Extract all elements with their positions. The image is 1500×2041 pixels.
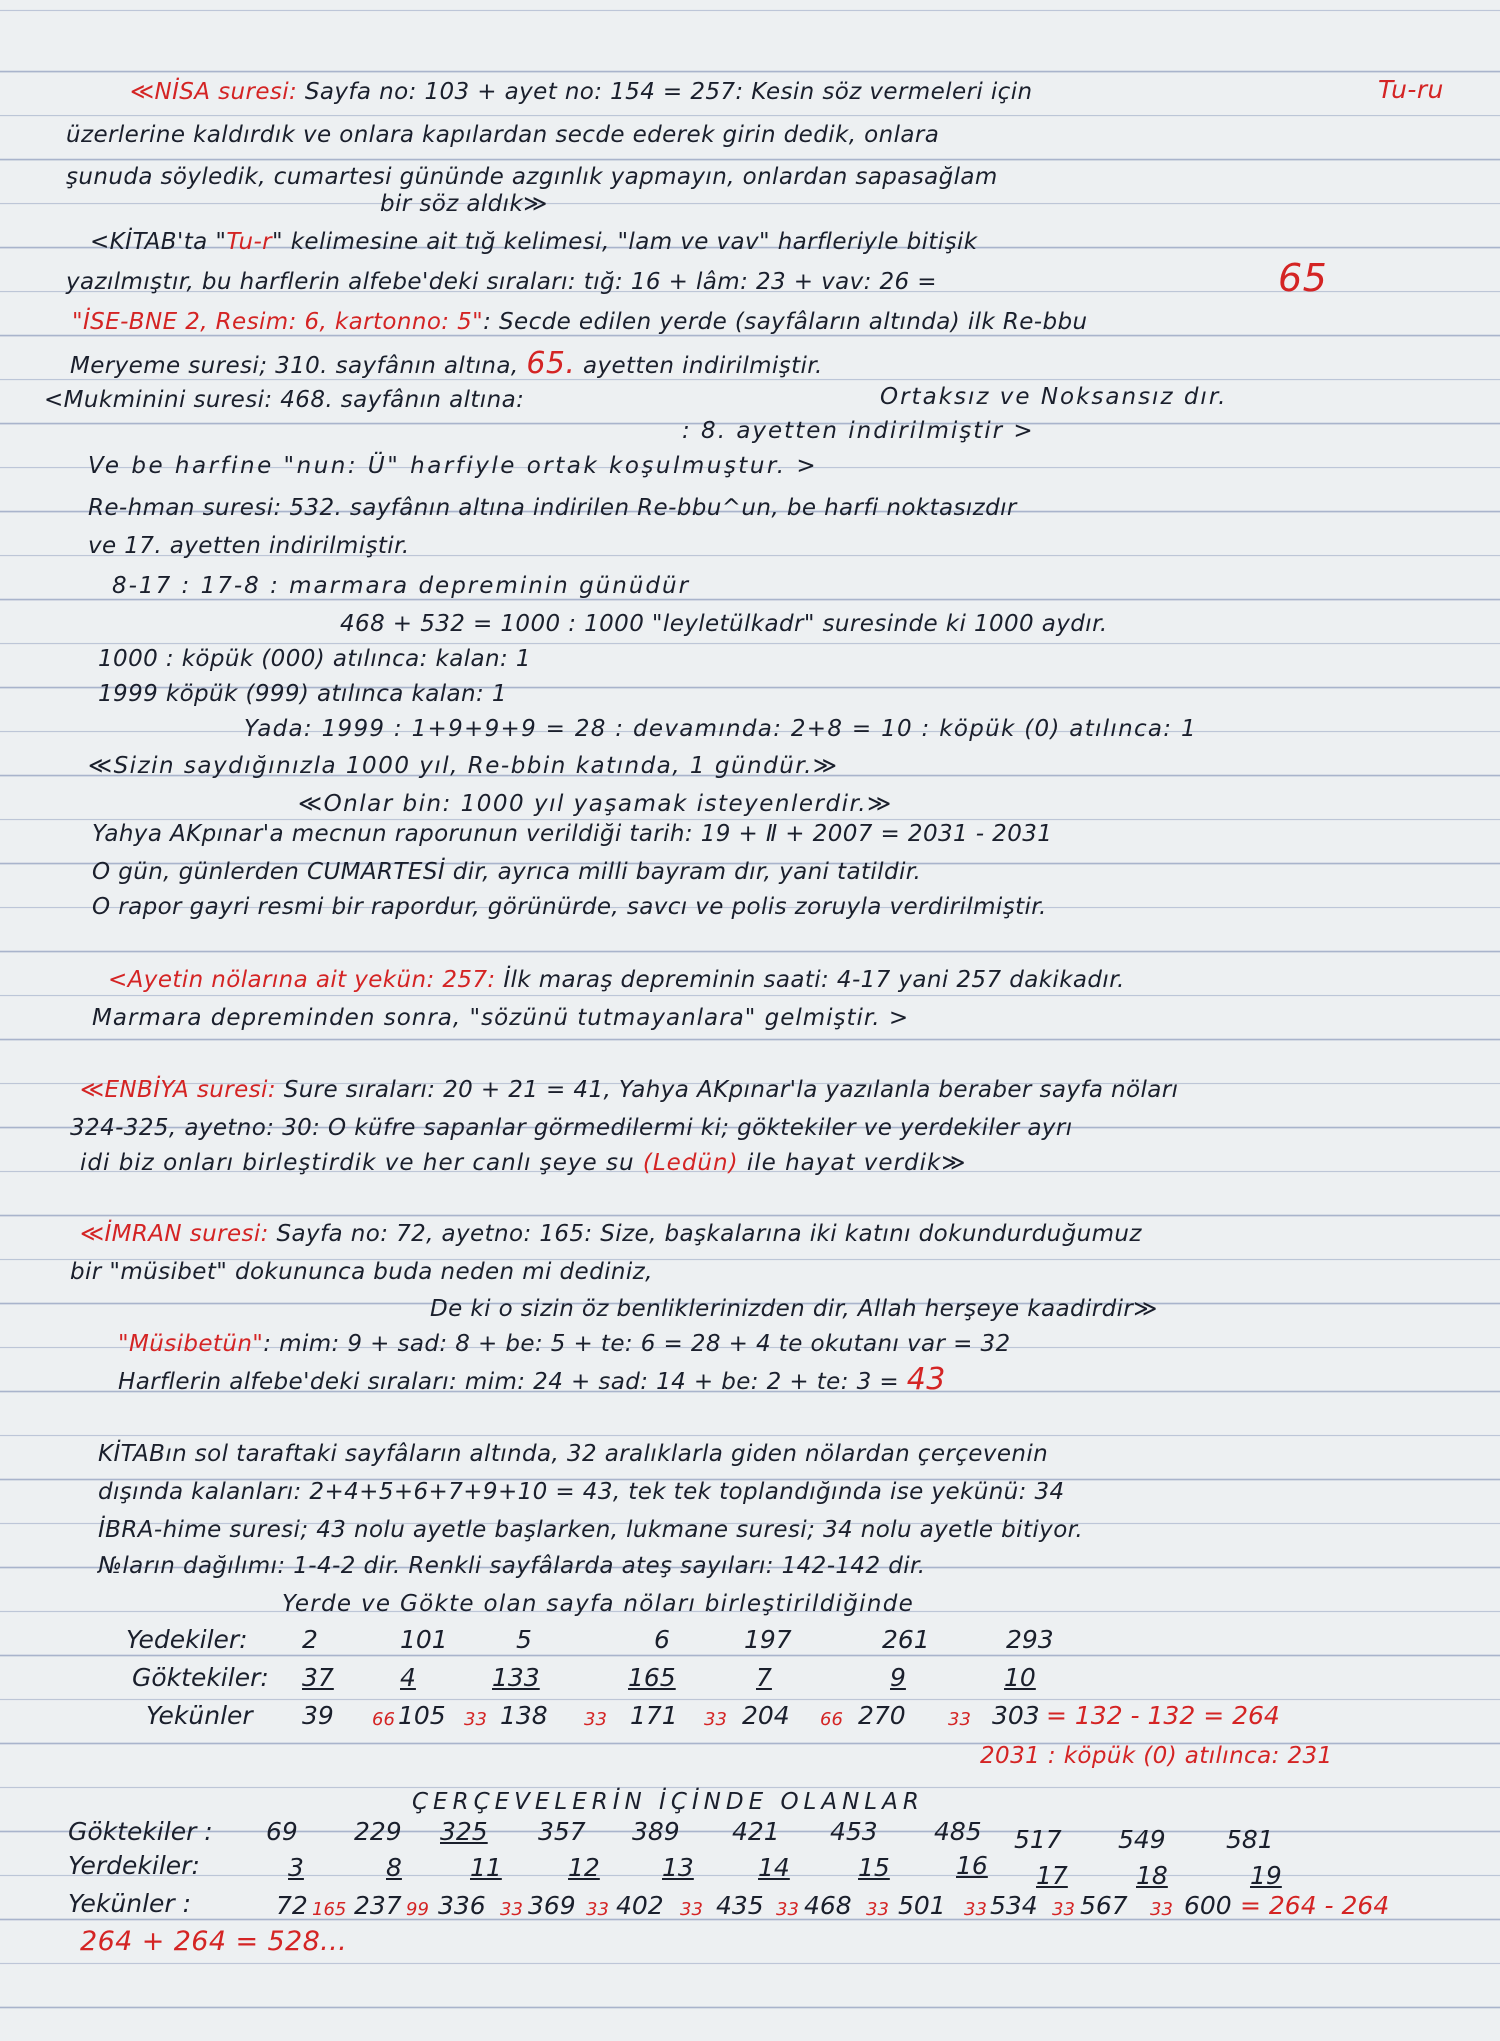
imran-heading: ≪İMRAN suresi: [80,1221,269,1247]
enbiya-text-3b: ile hayat verdik≫ [746,1150,967,1176]
imran-line-3: De ki o sizin öz benliklerinizden dir, Allah herşeye kaadirdir≫ [430,1296,1158,1322]
kitab-65: 65 [1278,256,1328,300]
t2-yekun-9: 534 [990,1891,1038,1920]
t1-result: = 132 - 132 = 264 [1046,1701,1280,1730]
t2-gok-9: 517 [1014,1825,1062,1854]
t2-yekun-4: 369 [528,1891,576,1920]
mukminini-line: <Mukminini suresi: 468. sayfânın altına: [44,387,525,413]
cerceve-title: ÇERÇEVELERİN İÇİNDE OLANLAR [412,1789,924,1815]
t1-diff-2: 33 [464,1709,487,1730]
yerde-gokte-line: Yerde ve Gökte olan sayfa nöları birleştirildiğinde [282,1591,915,1617]
t2-diff-9: 33 [1052,1899,1075,1920]
t1-gok-7: 10 [1004,1663,1036,1692]
ayet-marmara-line: Marmara depreminden sonra, "sözünü tutmayanlara" gelmiştir. > [92,1005,910,1031]
t2-yer-2: 8 [386,1853,402,1882]
kitab-text-1b: " kelimesine ait tığ kelimesi, "lam ve vav" harfleriyle bitişik [272,229,978,255]
t2-diff-5: 33 [680,1899,703,1920]
enbiya-text-3a: idi biz onları birleştirdik ve her canlı şeye su [80,1150,635,1176]
nisa-tur: Tu-ru [1378,75,1444,104]
ortaksiz-text: Ortaksız ve Noksansız dır. [880,384,1228,410]
nisa-heading: ≪NİSA suresi: [130,79,305,105]
t1-yekun-2: 105 [398,1701,446,1730]
t2-gok-6: 421 [732,1817,780,1846]
t1-yerde-5: 197 [744,1625,792,1654]
t1-yerde-3: 5 [516,1625,532,1654]
meryem-65: 65. [526,346,576,381]
t2-yekun-11: 600 [1184,1891,1232,1920]
meryem-text-a: Meryeme suresi; 310. sayfânın altına, [70,353,519,379]
t1-diff-1: 66 [372,1709,395,1730]
t2-label-goktekiler: Göktekiler : [68,1817,213,1846]
t2-diff-2: 99 [406,1899,429,1920]
t1-gok-5: 7 [756,1663,772,1692]
t2-diff-6: 33 [776,1899,799,1920]
t2-diff-4: 33 [586,1899,609,1920]
t2-diff-10: 33 [1150,1899,1173,1920]
t2-label-yekunler: Yekünler : [68,1889,192,1918]
t2-yer-1: 3 [288,1853,304,1882]
final-sum-line: 264 + 264 = 528... [80,1926,348,1957]
kitab2-line-3: İBRA-hime suresi; 43 nolu ayetle başlarken, lukmane suresi; 34 nolu ayetle bitiyor. [98,1517,1084,1543]
ise-heading: "İSE-BNE 2, Resim: 6, kartonno: 5" [72,309,484,335]
t2-gok-11: 581 [1226,1825,1274,1854]
sum-1000-line: 468 + 532 = 1000 : 1000 "leyletülkadr" suresinde ki 1000 aydır. [340,611,1108,637]
t1-yerde-4: 6 [654,1625,670,1654]
t1-gok-3: 133 [492,1663,540,1692]
t1-label-goktekiler: Göktekiler: [132,1663,269,1692]
t1-yerde-6: 261 [882,1625,930,1654]
kitab-text-1a: <KİTAB'ta " [90,229,227,255]
t2-diff-8: 33 [964,1899,987,1920]
t1-yerde-2: 101 [400,1625,448,1654]
t2-yekun-7: 468 [804,1891,852,1920]
t2-yekun-8: 501 [898,1891,946,1920]
ayet-yekun-text: İlk maraş depreminin saati: 4-17 yani 257 dakikadır. [503,967,1125,993]
imran-text-1: Sayfa no: 72, ayetno: 165: Size, başkalarına iki katını dokundurduğumuz [276,1221,1142,1247]
t2-yer-3: 11 [470,1853,502,1882]
t2-diff-3: 33 [500,1899,523,1920]
nisa-line-4: bir söz aldık≫ [380,191,548,217]
be-harf-line: Ve be harfine "nun: Ü" harfiyle ortak koşulmuştur. > [88,453,819,479]
yada-line: Yada: 1999 : 1+9+9+9 = 28 : devamında: 2+8 = 10 : köpük (0) atılınca: 1 [244,716,1197,742]
imran-line-2: bir "müsibet" dokununca buda neden mi dediniz, [70,1259,653,1285]
marmara-line: 8-17 : 17-8 : marmara depreminin günüdür [112,573,691,599]
t2-gok-8: 485 [934,1817,982,1846]
t2-result: = 264 - 264 [1240,1891,1390,1920]
t2-gok-7: 453 [830,1817,878,1846]
t1-yekun-1: 39 [302,1701,334,1730]
kitab2-line-4: №ların dağılımı: 1-4-2 dir. Renkli sayfâlarda ateş sayıları: 142-142 dir. [98,1553,926,1579]
t1-label-yerdekiler: Yedekiler: [126,1625,248,1654]
nisa-text-1: Sayfa no: 103 + ayet no: 154 = 257: Kesin söz vermeleri için [304,79,1033,105]
t2-yer-7: 15 [858,1853,890,1882]
kopuk-line-1: 1000 : köpük (000) atılınca: kalan: 1 [98,646,531,672]
enbiya-line-2: 324-325, ayetno: 30: O küfre sapanlar görmedilermi ki; göktekiler ve yerdekiler ayrı [70,1115,1073,1141]
t1-diff-4: 33 [704,1709,727,1730]
kitab-tur: Tu-r [226,229,272,255]
t2-yer-11: 19 [1250,1861,1282,1890]
t1-gok-2: 4 [400,1663,416,1692]
enbiya-text-1: Sure sıraları: 20 + 21 = 41, Yahya AKpınar'la yazılanla beraber sayfa nöları [283,1077,1179,1103]
t1-label-yekunler: Yekünler [146,1701,253,1730]
musibet-heading: "Müsibetün" [118,1331,264,1357]
t2-yer-10: 18 [1136,1861,1168,1890]
t2-yer-4: 12 [568,1853,600,1882]
enbiya-ledun: (Ledün) [642,1150,739,1176]
kitab2-line-2: dışında kalanları: 2+4+5+6+7+9+10 = 43, tek tek toplandığında ise yekünü: 34 [98,1479,1065,1505]
t2-yekun-3: 336 [438,1891,486,1920]
t2-label-yerdekiler: Yerdekiler: [68,1851,200,1880]
t2-diff-1: 165 [312,1899,347,1920]
kopuk-231-line: 2031 : köpük (0) atılınca: 231 [980,1743,1333,1769]
yahya-line: Yahya AKpınar'a mecnun raporunun verildiği tarih: 19 + Ⅱ + 2007 = 2031 - 2031 [92,821,1053,847]
t1-diff-5: 66 [820,1709,843,1730]
t2-yekun-10: 567 [1080,1891,1128,1920]
nisa-line-2: üzerlerine kaldırdık ve onlara kapılardan secde ederek girin dedik, onlara [66,122,940,148]
t2-gok-2: 229 [354,1817,402,1846]
t1-diff-6: 33 [948,1709,971,1730]
t2-gok-3: 325 [440,1817,488,1846]
t2-yekun-1: 72 [276,1891,308,1920]
t1-yerde-1: 2 [302,1625,318,1654]
t1-yekun-5: 204 [742,1701,790,1730]
rapor-line: O rapor gayri resmi bir rapordur, görünürde, savcı ve polis zoruyla verdirilmiştir. [92,894,1047,920]
t1-yerde-7: 293 [1006,1625,1054,1654]
t2-yekun-6: 435 [716,1891,764,1920]
ogun-line: O gün, günlerden CUMARTESİ dir, ayrıca milli bayram dır, yani tatildir. [92,859,922,885]
t1-diff-3: 33 [584,1709,607,1730]
t2-gok-4: 357 [538,1817,586,1846]
onlar-bin-line: ≪Onlar bin: 1000 yıl yaşamak isteyenlerdir.≫ [298,791,893,817]
t2-yekun-2: 237 [354,1891,402,1920]
ise-text: : Secde edilen yerde (sayfâların altında) ilk Re-bbu [483,309,1088,335]
t2-yer-9: 17 [1036,1861,1068,1890]
harf-43: 43 [906,1362,946,1397]
t1-yekun-4: 171 [630,1701,678,1730]
ayet-yekun-heading: <Ayetin nölarına ait yekün: 257: [108,967,496,993]
nisa-line-3: şunuda söyledik, cumartesi gününde azgınlık yapmayın, onlardan sapasağlam [66,164,998,190]
ayet8-line: : 8. ayetten indirilmiştir > [682,418,1035,444]
meryem-text-b: ayetten indirilmiştir. [582,353,823,379]
t2-diff-7: 33 [866,1899,889,1920]
t1-gok-6: 9 [890,1663,906,1692]
t1-gok-4: 165 [628,1663,676,1692]
sizin-line: ≪Sizin saydığınızla 1000 yıl, Re-bbin katında, 1 gündür.≫ [88,753,839,779]
t2-yer-8: 16 [956,1851,988,1880]
musibet-text: : mim: 9 + sad: 8 + be: 5 + te: 6 = 28 + 4 te okutanı var = 32 [263,1331,1011,1357]
harf-text: Harflerin alfebe'deki sıraları: mim: 24 + sad: 14 + be: 2 + te: 3 = [118,1369,900,1395]
t2-yer-5: 13 [662,1853,694,1882]
kitab2-line-1: KİTABın sol taraftaki sayfâların altında, 32 aralıklarla giden nölardan çerçevenin [98,1441,1049,1467]
t2-gok-5: 389 [632,1817,680,1846]
kitab-text-2: yazılmıştır, bu harflerin alfebe'deki sıraları: tığ: 16 + lâm: 23 + vav: 26 = [66,269,937,295]
kopuk-line-2: 1999 köpük (999) atılınca kalan: 1 [98,681,507,707]
t1-gok-1: 37 [302,1663,334,1692]
t2-yer-6: 14 [758,1853,790,1882]
t1-yekun-3: 138 [500,1701,548,1730]
t2-yekun-5: 402 [616,1891,664,1920]
t2-gok-10: 549 [1118,1825,1166,1854]
enbiya-heading: ≪ENBİYA suresi: [80,1077,276,1103]
t1-yekun-7: 303 [992,1701,1040,1730]
rehman-line-2: ve 17. ayetten indirilmiştir. [88,533,410,559]
rehman-line-1: Re-hman suresi: 532. sayfânın altına indirilen Re-bbu^un, be harfi noktasızdır [88,495,1017,521]
t1-yekun-6: 270 [858,1701,906,1730]
t2-gok-1: 69 [266,1817,298,1846]
